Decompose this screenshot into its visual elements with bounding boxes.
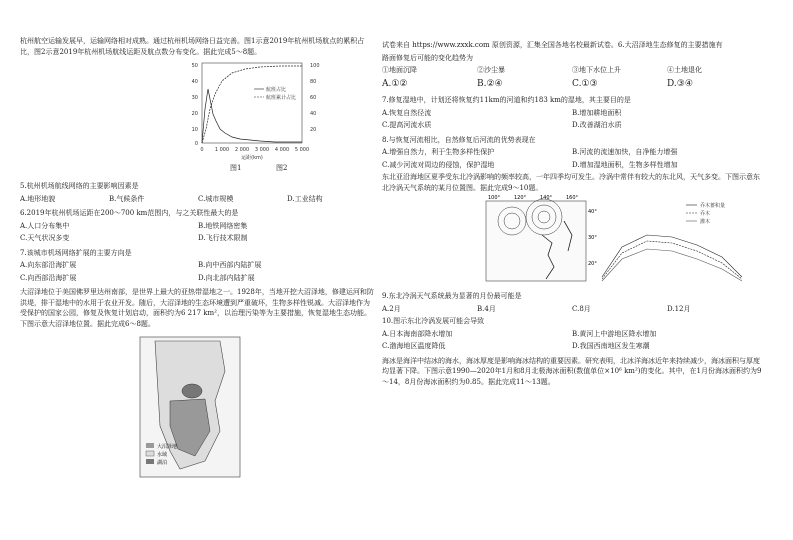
choice[interactable]: A.2月	[382, 304, 401, 313]
x-tick: 0	[200, 147, 204, 153]
right-q10-options	[382, 329, 762, 340]
option[interactable]: D.增加湿地面积，生物多样性增加	[572, 160, 678, 169]
right-tick: 100	[310, 63, 320, 69]
right-q9-choices	[382, 304, 762, 315]
statement: ①地面沉降	[382, 66, 417, 74]
legend-entry: 灌木	[700, 219, 711, 225]
legend-entry: 航班占比	[266, 87, 287, 93]
statement: ④土地退化	[667, 66, 702, 74]
question-6: 6.2019年杭州机场运距在200～700 km范围内，与之关联性最大的是	[20, 209, 239, 217]
statement: ③地下水位上升	[572, 66, 621, 74]
y-tick: 30	[191, 95, 198, 101]
q6-choices	[382, 78, 762, 92]
right-tick: 80	[310, 79, 317, 85]
line-1	[602, 235, 742, 277]
choice[interactable]: D.③④	[667, 78, 693, 89]
option[interactable]: D.向北部内陆扩展	[198, 273, 255, 282]
legend-entry: 乔木	[700, 211, 711, 217]
right-q8-options	[382, 147, 762, 158]
figure-2-caption: 图2	[276, 164, 288, 172]
lon-label: 140°	[540, 195, 553, 201]
lon-label: 100°	[488, 195, 501, 201]
question-6-options	[20, 221, 376, 232]
cumulative-line	[202, 66, 302, 143]
right-question-10: 10.图示东北冷涡发展可能会导致	[382, 317, 485, 325]
option[interactable]: A.增强自然力，利于生物多样性保护	[382, 148, 495, 156]
right-q7-options	[382, 108, 762, 119]
x-tick: 1 000	[214, 147, 230, 153]
q6-statements	[382, 65, 762, 76]
question-5: 5.杭州机场航线网络的主要影响因素是	[20, 182, 139, 190]
lon-label: 120°	[514, 195, 527, 201]
vegetation-chart	[592, 197, 752, 289]
everglades-map	[20, 331, 376, 481]
option[interactable]: D.飞行技术限制	[198, 234, 248, 242]
right-line-2: 路面修复后可能的变化趋势为	[382, 53, 473, 62]
intro-paragraph-4: 海冰是海洋中结冰的海水，海冰厚度是影响海冰结构的重要因素。研究表明，北冰洋海冰近年来持续减少，海冰面积与厚度均显著下降。下图示意1990—2020年1月和8月北极海冰面积(数值单位×10⁶ km²)的变化。其中，在1月份海冰面积约为9～14，8月份海冰面积约为0.85。据此完成11～13题。	[382, 356, 762, 386]
choice[interactable]: C.①③	[572, 78, 598, 89]
left-column	[20, 36, 376, 481]
question-5-options	[20, 194, 376, 205]
right-q10-options	[382, 341, 762, 352]
figure-area-1	[20, 59, 376, 177]
right-q8-options	[382, 160, 762, 171]
right-tick: 60	[310, 95, 317, 101]
map-legend: 水域	[157, 452, 168, 458]
legend-entry: 航班累计占比	[266, 95, 297, 101]
y-tick: 0	[194, 141, 198, 147]
y-tick: 40	[191, 79, 198, 85]
question-7-options	[20, 273, 376, 284]
right-tick: 40	[310, 111, 317, 117]
option[interactable]: A.日本海南部降水增加	[382, 329, 453, 338]
option[interactable]: B.黄河上中游地区降水增加	[572, 329, 657, 338]
right-q7-options	[382, 120, 762, 131]
y-tick: 20	[191, 111, 198, 117]
question-7-options	[20, 260, 376, 271]
intro-paragraph-2: 大沼泽地位于美国佛罗里达州南部，是世界上最大的亚热带湿地之一。1928年，当地开挖大沼泽地，修建运河和防洪堤，排干湿地中的水用于农业开发。随后，大沼泽地的生态环境遭到严重破坏，生物多样性锐减。大沼泽地作为受保护的国家公园，修复及恢复计划启动，面积约为6 217 km²，以治理污染等为主要措施，恢复湿地生态功能。下图示意大沼泽地位置。据此完成6～8题。	[20, 288, 374, 328]
choice[interactable]: C.8月	[572, 304, 591, 313]
option[interactable]: A.恢复自然径流	[382, 108, 432, 117]
option[interactable]: D.工业结构	[287, 194, 323, 203]
option[interactable]: C.城市规模	[198, 194, 234, 203]
x-tick: 3 000	[254, 147, 270, 153]
choice[interactable]: D.12月	[667, 304, 691, 313]
option[interactable]: B.增加耕地面积	[572, 108, 622, 117]
right-column	[382, 40, 762, 389]
figure-area-right	[382, 195, 762, 291]
option[interactable]: C.减少河流对周边的侵蚀，保护湿地	[382, 160, 495, 169]
option[interactable]: D.我国西南地区发生寒潮	[572, 342, 650, 350]
option[interactable]: C.天气状况多变	[20, 234, 70, 242]
legend-entry: 乔木蓄积量	[700, 203, 726, 209]
option[interactable]: C.向西部沿海扩展	[20, 273, 77, 282]
lat-label: 20°	[588, 261, 597, 267]
choice[interactable]: B.②④	[477, 78, 503, 89]
option[interactable]: C.渤海地区温度降低	[382, 342, 446, 350]
x-axis-label: 运距(km)	[241, 155, 263, 161]
statement: ②沙尘暴	[477, 66, 505, 74]
x-tick: 4 000	[274, 147, 290, 153]
x-tick: 5 000	[294, 147, 310, 153]
option[interactable]: B.地铁网络密集	[198, 221, 248, 230]
option[interactable]: B.河流的流速加快，自净能力增强	[572, 148, 678, 156]
y-tick: 10	[191, 127, 198, 133]
option[interactable]: A.向东部沿海扩展	[20, 261, 77, 269]
right-question-9: 9.东北冷涡天气系统最为显著的月份最可能是	[382, 292, 522, 300]
map-legend: 大沼泽地	[157, 444, 178, 450]
right-question-8: 8.与恢复河流相比，自然修复后河流的优势表现在	[382, 135, 536, 144]
right-tick: 20	[310, 127, 317, 133]
choice[interactable]: B.4月	[477, 304, 496, 313]
line-3	[602, 249, 742, 281]
cold-vortex-map	[482, 195, 597, 287]
intro-paragraph-3: 东北亚沿海地区夏季受东北冷涡影响的频率较高，一年四季均可发生。冷涡中常伴有较大的东北风，天气多变。下图示意东北冷涡天气系统的某月位置图。据此完成9～10题。	[382, 173, 760, 192]
y-tick: 50	[191, 63, 198, 69]
right-line-1: 试卷来自 https://www.zxxk.com 原创资源，汇集全国各地名校最新试卷。6.大沼泽地生态修复的主要措施有	[382, 41, 723, 49]
distance-chart	[180, 59, 330, 171]
x-tick: 2 000	[234, 147, 250, 153]
right-question-7: 7.修复湿地中，计划还将恢复约11km的河道和约183 km的湿地，其主要目的是	[382, 96, 631, 104]
intro-paragraph-1: 杭州航空运输发展早，运输网络相对成熟。通过杭州机场网络日益完善。图1示意2019年杭州机场航点的累积占比，图2示意2019年杭州机场航线运距及航点数分布变化。据此完成5～8题。	[20, 37, 365, 56]
option[interactable]: D.改善湖泊水质	[572, 121, 622, 129]
lon-label: 160°	[566, 195, 579, 201]
option[interactable]: A.人口分布集中	[20, 221, 70, 230]
option[interactable]: B.向中西部内陆扩展	[198, 261, 262, 269]
option[interactable]: B.气候条件	[109, 194, 145, 203]
option[interactable]: A.地形地貌	[20, 194, 56, 203]
question-7: 7.该城市机场网络扩展的主要方向是	[20, 248, 132, 257]
map-legend: 湖泊	[157, 460, 168, 466]
figure-1-caption: 图1	[230, 164, 242, 172]
lat-label: 30°	[588, 235, 597, 241]
option[interactable]: C.提高河流水质	[382, 121, 432, 129]
question-6-options	[20, 233, 376, 244]
choice[interactable]: A.①②	[382, 78, 408, 89]
lat-label: 40°	[588, 209, 597, 215]
